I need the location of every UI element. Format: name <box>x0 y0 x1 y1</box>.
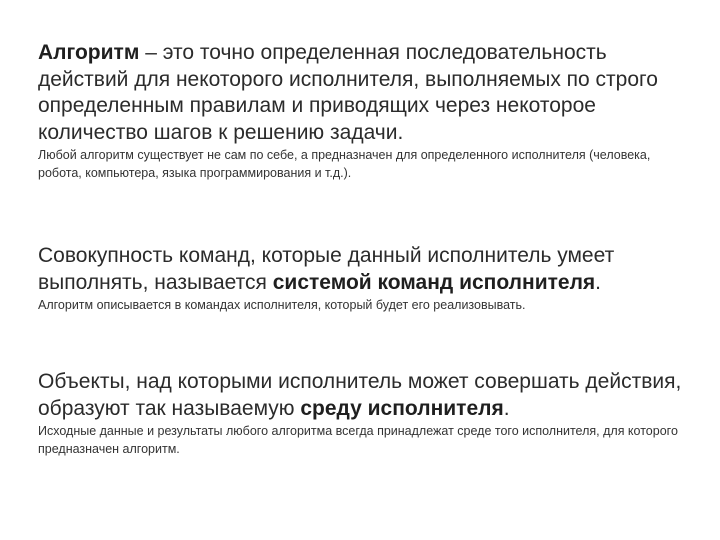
environment-block <box>38 369 688 458</box>
command-system-definition <box>38 243 688 296</box>
algorithm-definition-text: – это точно определенная последовательность действий для некоторого исполнителя, выполняемых по строго определенным правилам и приводящих через некоторое количество шагов к решению задачи. <box>38 41 658 144</box>
algorithm-definition-block <box>38 40 688 182</box>
command-system-period: . <box>595 270 602 294</box>
command-system-note: Алгоритм описывается в командах исполнителя, который будет его реализовывать. <box>38 298 526 312</box>
command-system-term: системой команд исполнителя <box>272 270 596 294</box>
environment-period: . <box>503 396 510 420</box>
command-system-block <box>38 243 688 314</box>
command-system-text: Совокупность команд, которые данный исполнитель умеет выполнять, называется <box>38 244 615 294</box>
algorithm-term: Алгоритм <box>38 41 140 64</box>
environment-term: среду исполнителя <box>300 396 504 420</box>
algorithm-definition <box>38 40 688 146</box>
environment-text: Объекты, над которыми исполнитель может совершать действия, образуют так называемую <box>38 370 682 420</box>
algorithm-note: Любой алгоритм существует не сам по себе, а предназначен для определенного исполнителя (человека, робота, компьютера, языка программирования и т.д.). <box>38 148 651 180</box>
environment-definition <box>38 369 688 422</box>
environment-note: Исходные данные и результаты любого алгоритма всегда принадлежат среде того исполнителя, для которого предназначен алгоритм. <box>38 424 678 456</box>
